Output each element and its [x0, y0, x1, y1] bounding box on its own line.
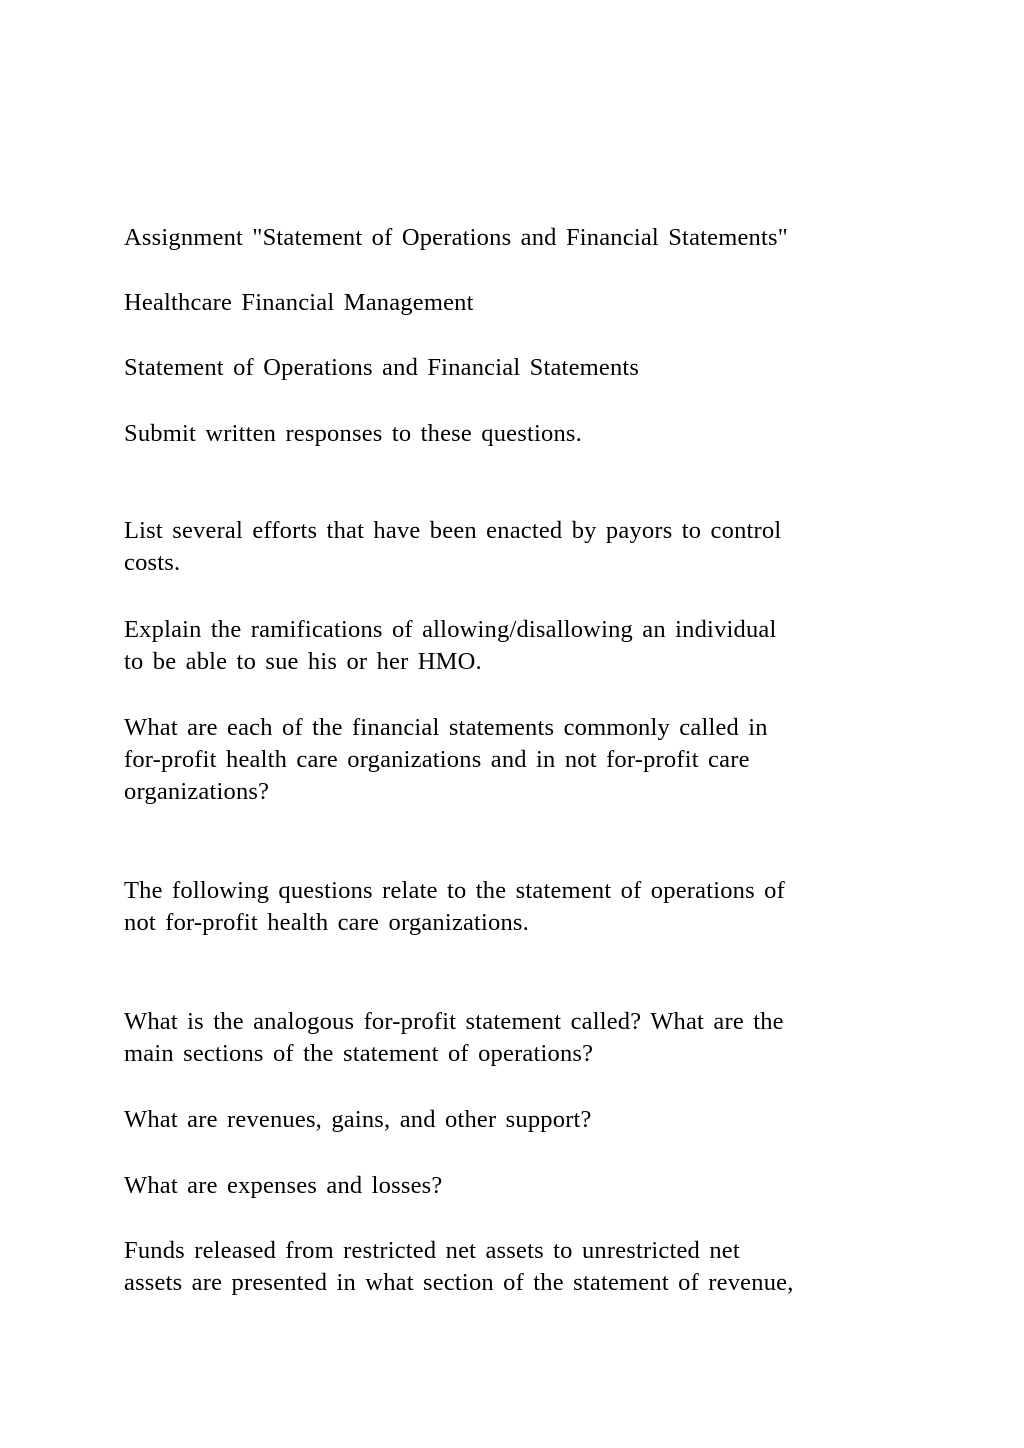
question-line: Explain the ramifications of allowing/disallowing an individual: [124, 616, 777, 643]
question-5: [124, 1006, 914, 1070]
question-2: [124, 614, 914, 678]
question-line: What are each of the financial statements commonly called in: [124, 714, 768, 741]
course-line: Healthcare Financial Management: [124, 289, 474, 316]
question-line: to be able to sue his or her HMO.: [124, 648, 482, 675]
question-line: List several efforts that have been enacted by payors to control: [124, 517, 782, 544]
question-7: [124, 1170, 914, 1202]
question-line: What is the analogous for-profit statement called? What are the: [124, 1008, 784, 1035]
question-line: What are revenues, gains, and other support?: [124, 1106, 592, 1133]
question-line: organizations?: [124, 778, 270, 805]
question-line: for-profit health care organizations and in not for-profit care: [124, 746, 750, 773]
assignment-title: [124, 222, 914, 254]
instructions-line: Submit written responses to these questions.: [124, 420, 582, 447]
question-line: Funds released from restricted net assets to unrestricted net: [124, 1237, 740, 1264]
question-6: [124, 1104, 914, 1136]
instructions: [124, 418, 914, 450]
heading-line: Statement of Operations and Financial Statements: [124, 354, 640, 381]
course-name: [124, 287, 914, 319]
title-line: Assignment "Statement of Operations and Financial Statements": [124, 224, 788, 251]
question-3: [124, 712, 914, 808]
question-line: main sections of the statement of operations?: [124, 1040, 594, 1067]
question-4: [124, 875, 914, 939]
section-heading: [124, 352, 914, 384]
question-line: costs.: [124, 549, 181, 576]
question-line: What are expenses and losses?: [124, 1172, 443, 1199]
question-1: [124, 515, 914, 579]
question-line: assets are presented in what section of the statement of revenue,: [124, 1269, 794, 1296]
question-8: [124, 1235, 914, 1299]
question-line: not for-profit health care organizations.: [124, 909, 529, 936]
question-line: The following questions relate to the statement of operations of: [124, 877, 785, 904]
